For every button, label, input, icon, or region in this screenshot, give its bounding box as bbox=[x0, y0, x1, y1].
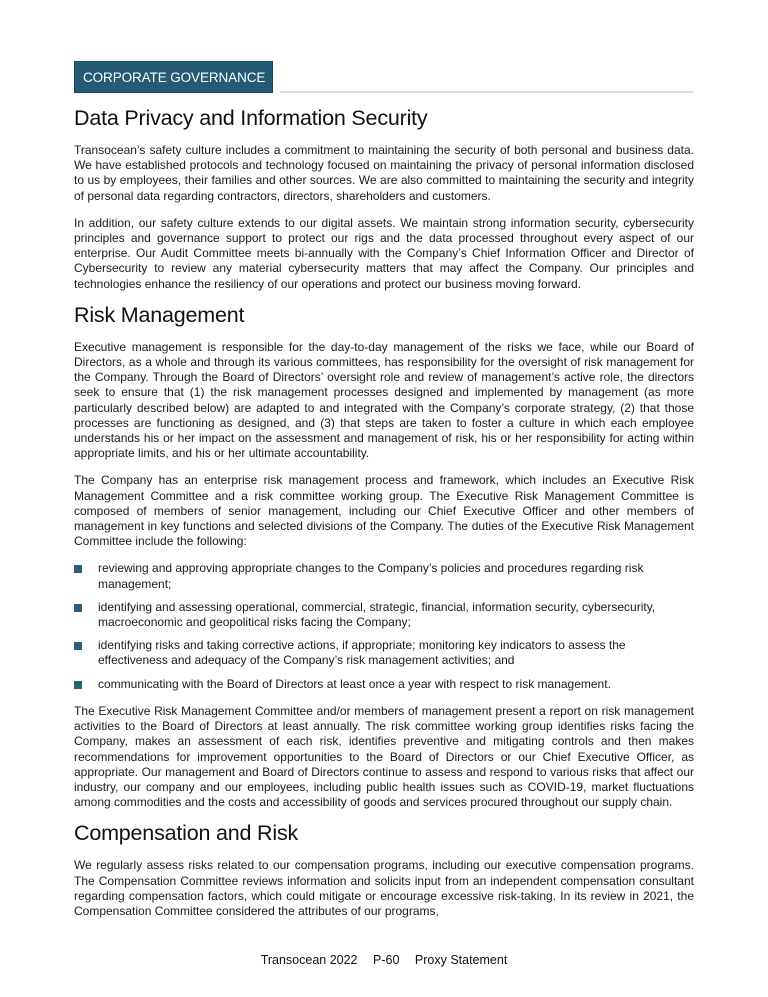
footer-company-year: Transocean 2022 bbox=[260, 953, 358, 967]
list-item bbox=[74, 677, 694, 692]
list-item bbox=[74, 638, 694, 668]
paragraph: Executive management is responsible for the day-to-day management of the risks we face, while our Board of Directors, as a whole and through its various committees, has responsibility for the oversight of risk management for the Company. Through the Board of Directors’ oversight role and review of management’s active role, the directors seek to ensure that (1) the risk management processes designed and implemented by management (as more particularly described below) are adapted to and integrated with the Company’s corporate strategy, (2) that those processes are functioning as designed, and (3) that steps are taken to foster a culture in which each employee understands his or her impact on the assessment and management of risk, his or her responsibility for acting within appropriate limits, and his or her ultimate accountability. bbox=[74, 339, 694, 461]
list-item bbox=[74, 600, 694, 630]
paragraph: The Company has an enterprise risk management process and framework, which includes an Executive Risk Management Committee and a risk committee working group. The Executive Risk Management Committee is composed of members of senior management, including our Chief Executive Officer and other members of management in key functions and selected divisions of the Company. The duties of the Executive Risk Management Committee include the following: bbox=[74, 473, 694, 549]
square-bullet-icon bbox=[74, 604, 82, 612]
list-item-text: reviewing and approving appropriate changes to the Company’s policies and procedures regarding risk management; bbox=[98, 561, 644, 591]
section-header bbox=[74, 61, 694, 93]
paragraph: The Executive Risk Management Committee and/or members of management present a report on risk management activities to the Board of Directors at least annually. The risk committee working group identifies risks facing the Company, makes an assessment of each risk, identifies preventive and mitigating controls and then makes recommendations for improvement opportunities to the Board of Directors or our Chief Executive Officer, as appropriate. Our management and Board of Directors continue to assess and respond to various risks that affect our industry, our company and our employees, including public health issues such as COVID-19, market fluctuations among commodities and the costs and accessibility of goods and services procured throughout our supply chain. bbox=[74, 703, 694, 810]
square-bullet-icon bbox=[74, 681, 82, 689]
paragraph: We regularly assess risks related to our compensation programs, including our executive compensation programs. The Compensation Committee reviews information and solicits input from an independent compensation consultant regarding compensation factors, which could mitigate or encourage excessive risk-taking. In its review in 2021, the Compensation Committee considered the attributes of our programs, bbox=[74, 858, 694, 918]
paragraph: Transocean’s safety culture includes a commitment to maintaining the security of both personal and business data. We have established protocols and technology focused on maintaining the privacy of personal information disclosed to us by employees, their families and other sources. We are also committed to maintaining the security and integrity of personal data regarding contractors, directors, shareholders and customers. bbox=[74, 143, 694, 203]
paragraph: In addition, our safety culture extends to our digital assets. We maintain strong information security, cybersecurity principles and governance support to protect our rigs and the data processed throughout every aspect of our enterprise. Our Audit Committee meets bi-annually with the Company’s Chief Information Officer and Director of Cybersecurity to review any material cybersecurity matters that may affect the Company. Our principles and technologies enhance the resiliency of our operations and protect our business moving forward. bbox=[74, 215, 694, 291]
square-bullet-icon bbox=[74, 642, 82, 650]
header-rule bbox=[280, 91, 694, 93]
footer-page-number: P-60 bbox=[373, 953, 400, 967]
list-item bbox=[74, 561, 694, 591]
list-item-text: identifying risks and taking corrective actions, if appropriate; monitoring key indicators to assess the effectiveness and adequacy of the Company’s risk management activities; and bbox=[98, 638, 626, 668]
square-bullet-icon bbox=[74, 565, 82, 573]
footer-document-name: Proxy Statement bbox=[414, 953, 508, 967]
duties-list bbox=[74, 561, 694, 691]
heading-data-privacy: Data Privacy and Information Security bbox=[74, 106, 428, 130]
heading-compensation-risk: Compensation and Risk bbox=[74, 821, 299, 846]
heading-risk-management: Risk Management bbox=[74, 302, 245, 327]
list-item-text: communicating with the Board of Directors at least once a year with respect to risk management. bbox=[98, 676, 611, 691]
section-tab: CORPORATE GOVERNANCE bbox=[74, 61, 273, 93]
list-item-text: identifying and assessing operational, commercial, strategic, financial, information security, cybersecurity, macroeconomic and geopolitical risks facing the Company; bbox=[98, 599, 656, 630]
page-footer bbox=[0, 953, 768, 967]
document-page bbox=[74, 61, 694, 919]
